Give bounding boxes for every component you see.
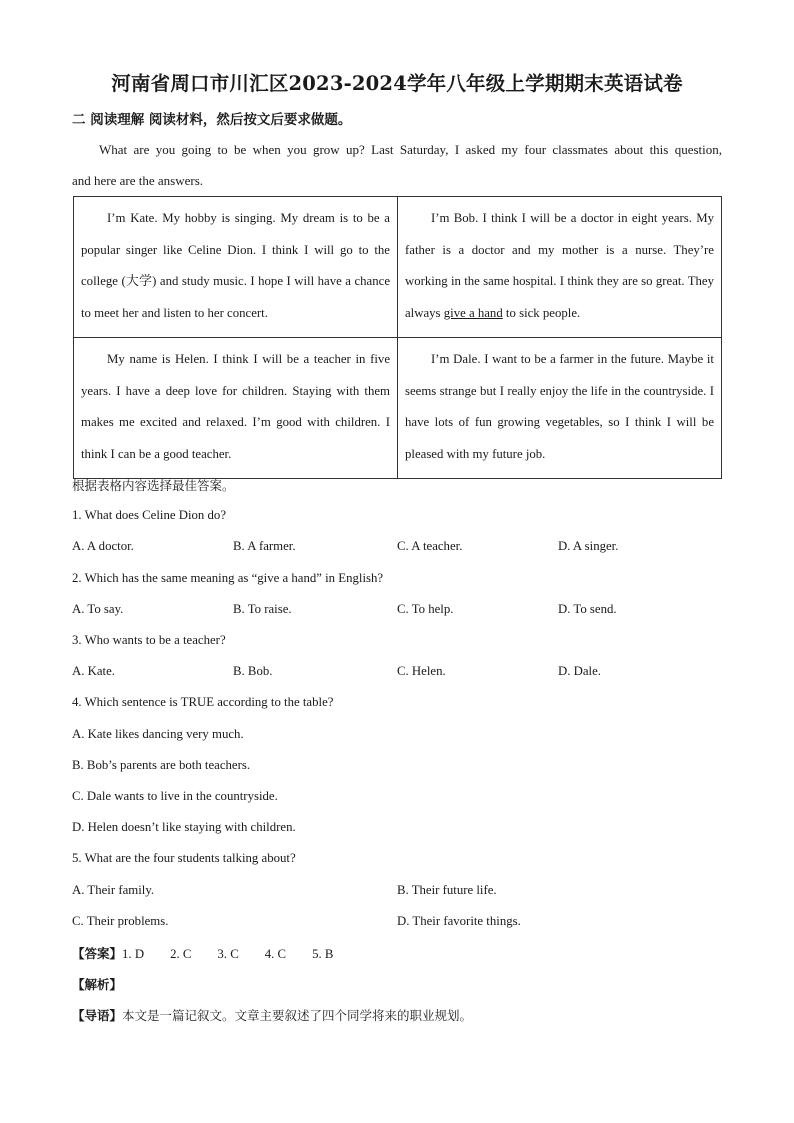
question-1: 1. What does Celine Dion do? bbox=[72, 508, 227, 522]
q1-option-a: A. A doctor. bbox=[72, 539, 134, 553]
instruction: 根据表格内容选择最佳答案。 bbox=[72, 478, 235, 493]
q5-option-a: A. Their family. bbox=[72, 883, 155, 897]
question-2: 2. Which has the same meaning as “give a hand” in English? bbox=[72, 571, 384, 585]
q4-option-c: C. Dale wants to live in the countryside. bbox=[72, 789, 278, 803]
page-title: 河南省周口市川汇区2023-2024学年八年级上学期期末英语试卷 bbox=[111, 72, 683, 95]
answer-item: 4. C bbox=[264, 947, 287, 961]
q5-option-b: B. Their future life. bbox=[397, 883, 497, 897]
underlined-phrase: give a hand bbox=[443, 305, 503, 320]
answer-key bbox=[72, 944, 359, 962]
intro-line-1: What are you going to be when you grow up? Last Saturday, I asked my four classmates about this question, bbox=[99, 142, 722, 157]
q2-option-b: B. To raise. bbox=[233, 602, 292, 616]
answer-label: 【答案】 bbox=[72, 946, 123, 961]
q4-option-d: D. Helen doesn’t like staying with children. bbox=[72, 820, 296, 834]
q5-option-d: D. Their favorite things. bbox=[397, 914, 521, 928]
question-4: 4. Which sentence is TRUE according to the table? bbox=[72, 695, 334, 709]
answer-item: 5. B bbox=[312, 947, 334, 961]
table-cell-helen: My name is Helen. I think I will be a teacher in five years. I have a deep love for children. Staying with them makes me excited and relaxed. I’m good with children. I think I can be a good teacher. bbox=[74, 338, 398, 479]
q3-option-c: C. Helen. bbox=[397, 664, 446, 678]
table-cell-bob: I’m Bob. I think I will be a doctor in eight years. My father is a doctor and my mother is a nurse. They’re working in the same hospital. I think they are so great. They always give a hand to sick people. bbox=[398, 197, 722, 338]
table-cell-dale: I’m Dale. I want to be a farmer in the future. Maybe it seems strange but I really enjoy the life in the countryside. I have lots of fun growing vegetables, so I think I will be pleased with my future job. bbox=[398, 338, 722, 479]
q2-option-c: C. To help. bbox=[397, 602, 454, 616]
q5-option-c: C. Their problems. bbox=[72, 914, 169, 928]
intro-line-2: and here are the answers. bbox=[72, 173, 204, 188]
guide-paragraph bbox=[72, 1006, 472, 1024]
q1-option-b: B. A farmer. bbox=[233, 539, 296, 553]
q4-option-b: B. Bob’s parents are both teachers. bbox=[72, 758, 251, 772]
section-heading: 二 阅读理解 阅读材料，然后按文后要求做题。 bbox=[72, 112, 352, 128]
guide-label: 【导语】 bbox=[72, 1008, 123, 1023]
q2-option-d: D. To send. bbox=[558, 602, 617, 616]
q3-option-b: B. Bob. bbox=[233, 664, 273, 678]
q3-option-d: D. Dale. bbox=[558, 664, 601, 678]
question-5: 5. What are the four students talking about? bbox=[72, 851, 296, 865]
analysis-label: 【解析】 bbox=[72, 977, 123, 992]
q3-option-a: A. Kate. bbox=[72, 664, 115, 678]
answer-item: 1. D bbox=[122, 947, 145, 961]
answers-table bbox=[73, 196, 722, 479]
answer-item: 3. C bbox=[217, 947, 239, 961]
q2-option-a: A. To say. bbox=[72, 602, 124, 616]
q4-option-a: A. Kate likes dancing very much. bbox=[72, 727, 244, 741]
q1-option-c: C. A teacher. bbox=[397, 539, 463, 553]
intro-paragraph bbox=[72, 134, 722, 196]
guide-text: 本文是一篇记叙文。文章主要叙述了四个同学将来的职业规划。 bbox=[122, 1008, 473, 1023]
question-3: 3. Who wants to be a teacher? bbox=[72, 633, 226, 647]
answer-item: 2. C bbox=[170, 947, 192, 961]
table-cell-kate: I’m Kate. My hobby is singing. My dream is to be a popular singer like Celine Dion. I think I will go to the college (大学) and study music. I hope I will have a chance to meet her and listen to her concert. bbox=[74, 197, 398, 338]
q1-option-d: D. A singer. bbox=[558, 539, 619, 553]
